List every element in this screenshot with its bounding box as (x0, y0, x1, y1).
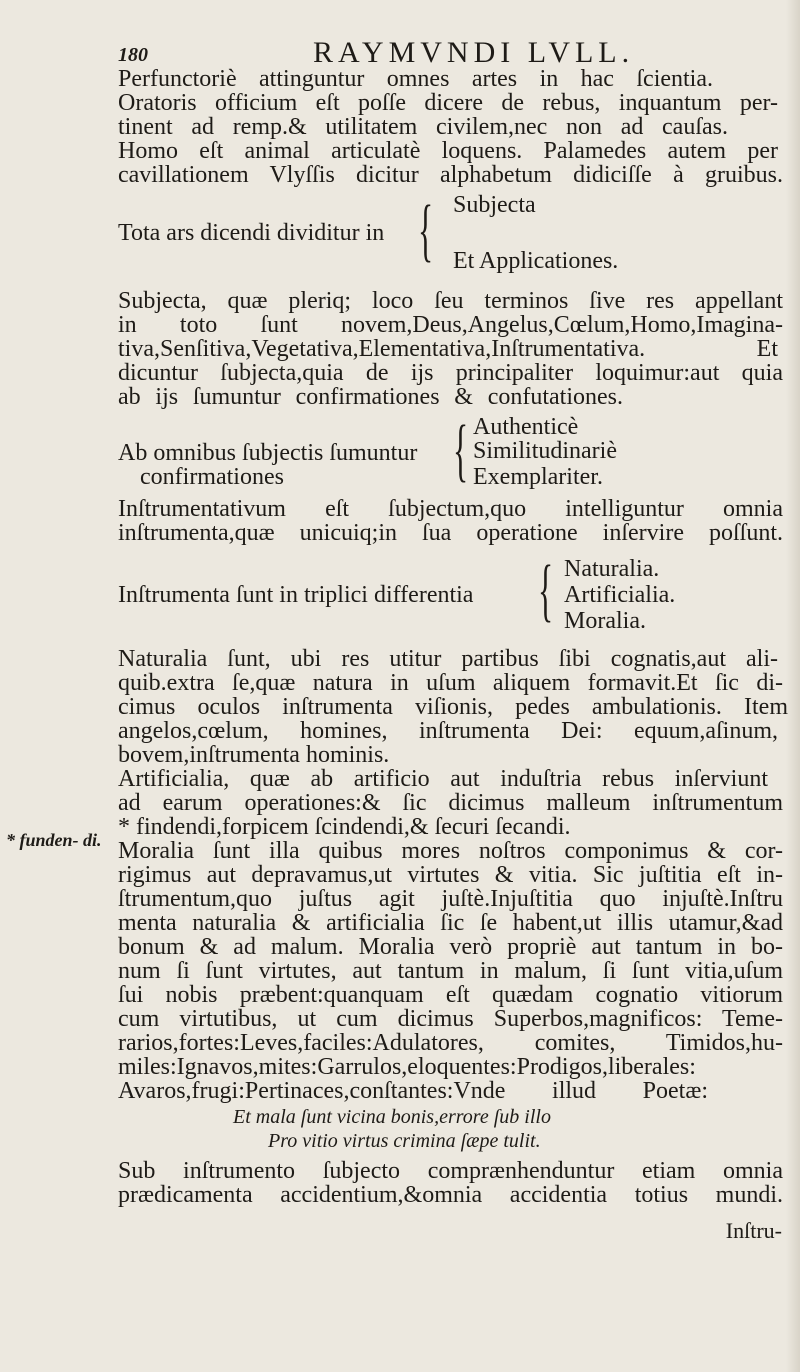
text-line: Subjecta, quæ pleriq; loco ſeu terminos ſive res appellant (118, 288, 783, 314)
curly-brace-icon: { (538, 552, 554, 629)
instrument-brace (118, 550, 788, 640)
brace-lead-text: Inſtrumenta ſunt in triplici differentia (118, 582, 474, 608)
text-line: Perfunctoriè attinguntur omnes artes in hac ſcientia. (118, 66, 713, 92)
text-line: bonum & ad malum. Moralia verò propriè aut tantum in bo- (118, 934, 783, 960)
text-line: quib.extra ſe,quæ natura in uſum aliquem formavit.Et ſic di- (118, 670, 783, 696)
brace-lead-text: Ab omnibus ſubjectis ſumuntur (118, 440, 418, 466)
text-line: cimus oculos inſtrumenta viſionis, pedes ambulationis. Item (118, 694, 788, 720)
brace-item: Artificialia. (564, 582, 676, 608)
catchword: Inſtru- (725, 1218, 782, 1243)
text-line: ſui nobis præbent:quanquam eſt quædam cognatio vitiorum (118, 982, 783, 1008)
page-gutter-shadow (786, 0, 800, 1372)
curly-brace-icon: { (453, 412, 469, 489)
text-line: rigimus aut depravamus,ut virtutes & vitia. Sic juſtitia eſt in- (118, 862, 783, 888)
text-line: Oratoris officium eſt poſſe dicere de rebus, inquantum per- (118, 90, 778, 116)
brace-lead-text: Tota ars dicendi dividitur in (118, 220, 385, 246)
brace-item: Similitudinariè (473, 438, 617, 464)
text-line: tinent ad remp.& utilitatem civilem,nec non ad cauſas. (118, 114, 728, 140)
brace-item: Exemplariter. (473, 464, 603, 490)
text-line: * findendi,forpicem ſcindendi,& ſecuri ſecandi. (118, 814, 571, 840)
text-line: tiva,Senſitiva,Vegetativa,Elementativa,Inſtrumentativa. Et (118, 336, 778, 362)
page-header (118, 34, 778, 70)
text-line: num ſi ſunt virtutes, aut tantum in malum, ſi ſunt vitia,uſum (118, 958, 783, 984)
verse-line: Pro vitio virtus crimina ſæpe tulit. (268, 1130, 541, 1152)
text-line: Moralia ſunt illa quibus mores noſtros componimus & cor- (118, 838, 783, 864)
text-line: cavillationem Vlyſſis dicitur alphabetum didiciſſe à gruibus. (118, 162, 783, 188)
text-line: cum virtutibus, ut cum dicimus Superbos,magnificos: Teme- (118, 1006, 783, 1032)
text-line: dicuntur ſubjecta,quia de ijs principaliter loquimur:aut quia (118, 360, 783, 386)
text-line: Artificialia, quæ ab artificio aut induſtria rebus inſerviunt (118, 766, 768, 792)
text-line: inſtrumenta,quæ unicuiq;in ſua operatione inſervire poſſunt. (118, 520, 783, 546)
brace-item: Authenticè (473, 414, 579, 440)
brace-item: Subjecta (453, 192, 536, 218)
running-head: RAYMVNDI LVLL. (313, 36, 635, 69)
folio-number: 180 (118, 44, 148, 66)
division-brace (118, 190, 788, 278)
text-line: rarios,fortes:Leves,faciles:Adulatores, comites, Timidos,hu- (118, 1030, 783, 1056)
text-line: ſtrumentum,quo juſtus agit juſtè.Injuſtitia quo injuſtè.Inſtru (118, 886, 783, 912)
margin-note: * funden- di. (6, 830, 102, 850)
text-line: miles:Ignavos,mites:Garrulos,eloquentes:Prodigos,liberales: (118, 1054, 696, 1080)
text-line: angelos,cœlum, homines, inſtrumenta Dei: equum,aſinum, (118, 718, 778, 744)
text-line: ad earum operationes:& ſic dicimus malleum inſtrumentum (118, 790, 783, 816)
text-line: bovem,inſtrumenta hominis. (118, 742, 390, 768)
text-line: Inſtrumentativum eſt ſubjectum,quo intelliguntur omnia (118, 496, 783, 522)
text-line: Avaros,frugi:Pertinaces,conſtantes:Vnde illud Poetæ: (118, 1078, 708, 1104)
confirmation-brace (118, 412, 788, 498)
text-line: menta naturalia & artificialia ſic ſe habent,ut illis utamur,&ad (118, 910, 783, 936)
text-line: in toto ſunt novem,Deus,Angelus,Cœlum,Homo,Imagina- (118, 312, 783, 338)
text-line: ab ijs ſumuntur confirmationes & confutationes. (118, 384, 623, 410)
text-line: Naturalia ſunt, ubi res utitur partibus ſibi cognatis,aut ali- (118, 646, 778, 672)
curly-brace-icon: { (418, 192, 434, 269)
brace-item: Et Applicationes. (453, 248, 619, 274)
text-line: prædicamenta accidentium,&omnia accidentia totius mundi. (118, 1182, 783, 1208)
verse-line: Et mala ſunt vicina bonis,errore ſub illo (233, 1106, 551, 1128)
brace-item: Naturalia. (564, 556, 660, 582)
text-line: Sub inſtrumento ſubjecto comprænhenduntur etiam omnia (118, 1158, 783, 1184)
text-line: Homo eſt animal articulatè loquens. Palamedes autem per (118, 138, 778, 164)
brace-item: Moralia. (564, 608, 646, 634)
brace-lead-text: confirmationes (140, 464, 284, 490)
